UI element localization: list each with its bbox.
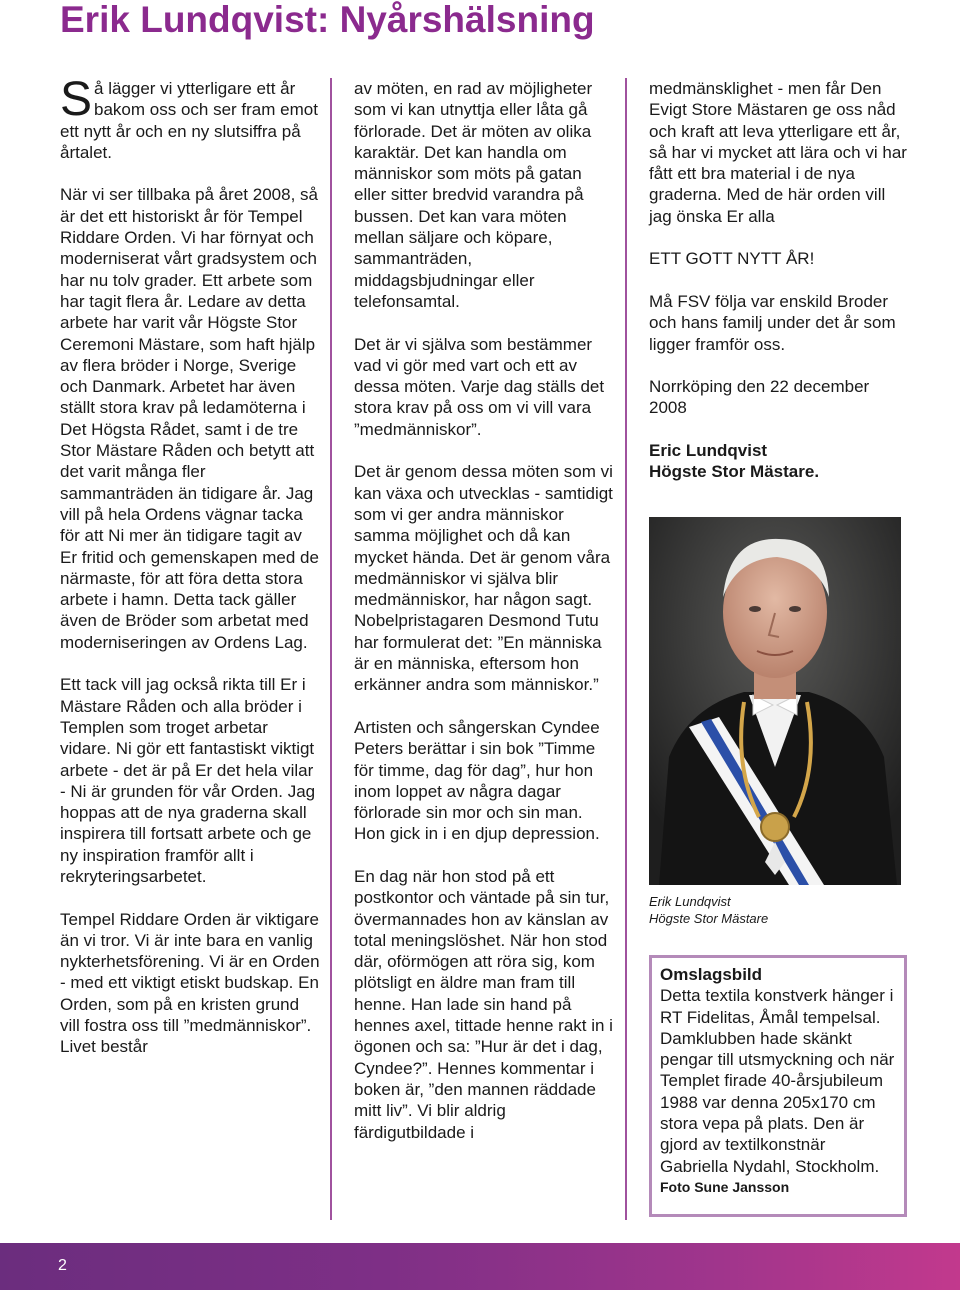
- photo-credit: Foto Sune Jansson: [660, 1178, 790, 1195]
- article-column-2: [354, 78, 616, 1164]
- paragraph: Tempel Riddare Orden är viktigare än vi tror. Vi är inte bara en vanlig nykterhetsförening. Vi är en Orden - med ett viktigt etiskt budskap. En Orden, som på en kristen grund vill fostra oss till ”medmänniskor”. Livet består: [60, 909, 320, 1057]
- box-text: Detta textila konstverk hänger i RT Fidelitas, Åmål tempelsal. Damklubben hade skänkt pengar till utsmyckning och när Templet firade 40-årsjubileum 1988 var denna 205x170 cm stora vepa på plats. Den är gjord av textilkonstnär Gabriella Nydahl, Stockholm.: [660, 986, 895, 1176]
- drop-cap: S: [60, 73, 93, 126]
- paragraph: En dag när hon stod på ett postkontor och väntade på sin tur, övermannades hon av känslan av total meningslöshet. När hon stod där, oförmögen att röra sig, kom plötsligt en äldre man fram till henne. Han lade sin hand på hennes axel, tittade henne rakt in i ögonen och sa: ”Hur är det i dag, Cyndee?”. Hennes kommentar i boken är, ”den mannen räddade mitt liv”. Vi blir aldrig färdigutbildade i: [354, 866, 613, 1142]
- cover-info-box: [649, 955, 907, 1217]
- signature-name: Eric Lundqvist: [649, 441, 768, 461]
- paragraph: När vi ser tillbaka på året 2008, så är det ett historiskt år för Tempel Riddare Orden. Vi har förnyat och moderniserat vårt gradsystem och har nu tolv grader. Ett arbete som har tagit flera år. Ledare av detta arbete har varit vår Högste Stor Ceremoni Mästare, som haft hjälp av flera bröder i Norge, Sverige och Danmark. Arbetet har även ställt stora krav på ledamöterna i Det Högsta Rådet, samt i de tre Stor Mästare Råden och betytt att det varit många fler sammanträden än tidigare år. Jag vill på hela Ordens vägnar tacka för att Ni mer än tidigare tagit av Er fritid och gemenskapen med de närmaste, för att föra detta stora arbete i hamn. Detta tack gäller även de Bröder som arbetat med moderniseringen av Ordens Lag.: [60, 185, 319, 652]
- paragraph: Ett tack vill jag också rikta till Er i Mästare Råden och alla bröder i Templen som troget arbetar vidare. Ni gör ett fantastiskt viktigt arbete - det är på Er det hela vilar - Ni är grunden för vår Orden. Jag hoppas att de nya graderna skall inspirera till fortsatt arbete och ge ny inspiration framför allt i rekryteringsarbetet.: [60, 675, 316, 886]
- page-footer: [0, 1243, 960, 1290]
- paragraph: Det är vi själva som bestämmer vad vi gör med vart och ett av dessa möten. Varje dag ställs det stora krav på oss om vi vill vara ”medmänniskor”.: [354, 334, 605, 439]
- paragraph: [60, 73, 322, 163]
- portrait-photo: [649, 517, 901, 885]
- caption-title: Högste Stor Mästare: [649, 911, 769, 926]
- signature-title: Högste Stor Mästare.: [649, 462, 820, 482]
- paragraph: Må FSV följa var enskild Broder och hans familj under det år som ligger framför oss.: [649, 291, 896, 354]
- page-number: 2: [58, 1257, 67, 1274]
- paragraph: medmänsklighet - men får Den Evigt Store Mästaren ge oss nåd och kraft att leva ytterligare ett år, så har vi mycket att lära och vi har fått ett bra material i de nya graderna. Med de här orden vill jag önska Er alla: [649, 79, 907, 226]
- box-title: Omslagsbild: [660, 965, 763, 984]
- page-title: Erik Lundqvist: Nyårshälsning: [60, 0, 595, 40]
- place-date: Norrköping den 22 december 2008: [649, 377, 870, 418]
- paragraph: Det är genom dessa möten som vi kan växa och utvecklas - samtidigt som vi ger andra människor samma möjlighet och då kan mycket hända. Det är genom våra medmänniskor vi själva blir medmänniskor, har någon sagt. Nobelpristagaren Desmond Tutu har formulerat det: ”En människa är en människa, eftersom hon erkänner andra som människor.”: [354, 462, 613, 695]
- paragraph-text: å lägger vi ytterligare ett år bakom oss och ser fram emot ett nytt år och en ny slutsiffra på årtalet.: [60, 79, 318, 162]
- photo-caption: [649, 893, 901, 927]
- column-divider: [625, 78, 627, 1220]
- greeting: ETT GOTT NYTT ÅR!: [649, 249, 815, 269]
- paragraph: av möten, en rad av möjligheter som vi kan utnyttja eller låta gå förlorade. Det är möten av olika karaktär. Det kan handla om människor som möts på gatan eller sitter bredvid varandra på bussen. Det kan vara möten mellan säljare och köpare, sammanträden, middagsbjudningar eller telefonsamtal.: [354, 79, 593, 311]
- paragraph: Artisten och sångerskan Cyndee Peters berättar i sin bok ”Timme för timme, dag för dag”, hur hon inom loppet av några dagar förlorade sin mor och sin man. Hon gick in i en djup depression.: [354, 717, 600, 844]
- signature: [649, 440, 911, 483]
- article-column-3: [649, 78, 911, 504]
- caption-name: Erik Lundqvist: [649, 894, 731, 909]
- article-column-1: [60, 73, 322, 1079]
- column-divider: [330, 78, 332, 1220]
